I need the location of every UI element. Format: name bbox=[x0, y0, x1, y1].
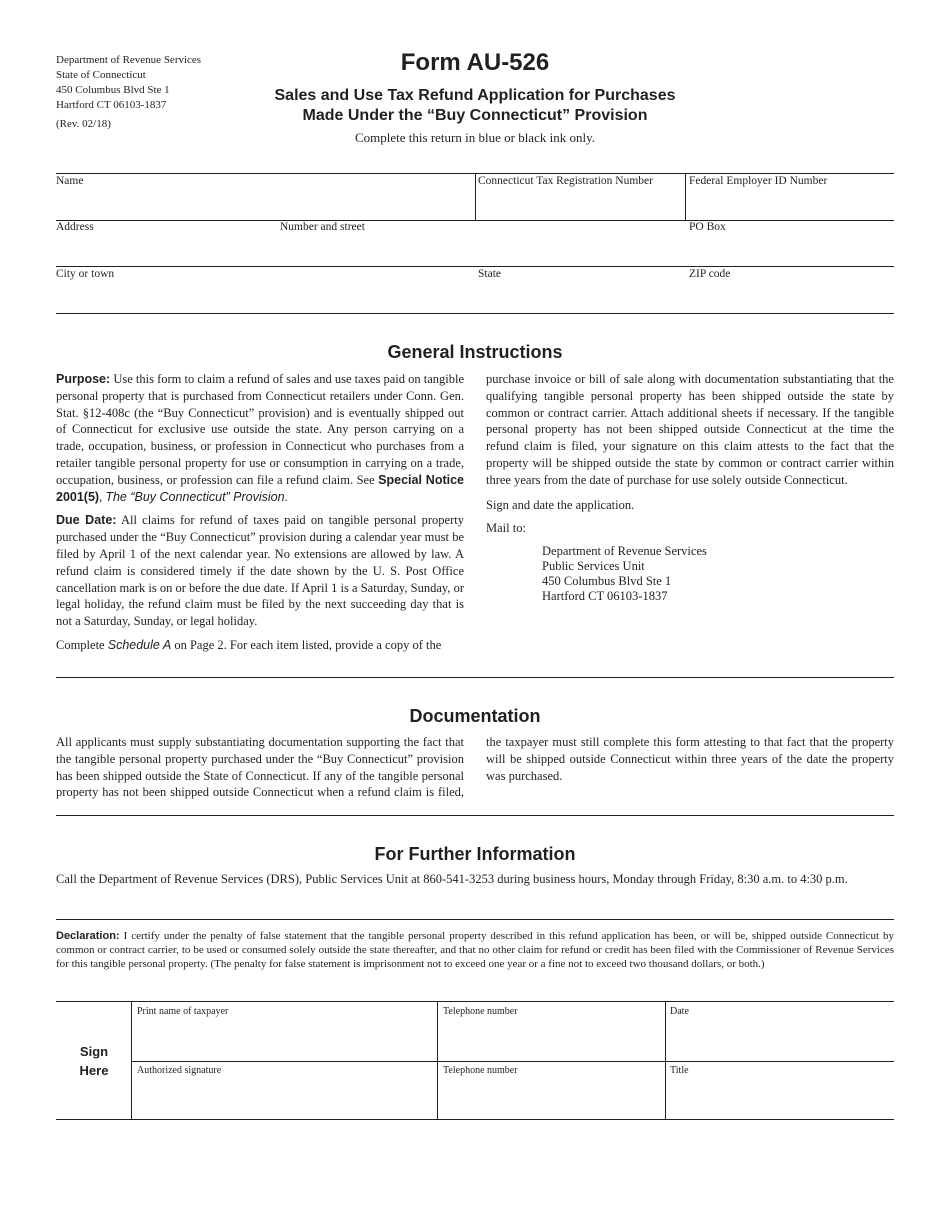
due-date-label: Due Date: bbox=[56, 513, 117, 528]
complete-schedule-continuation: purchase invoice or bill of sale along with documentation substantiating that the qualifying tangible personal property has been shipped outside the state by common or contract carrier. Attach additional sheets if necessary. If the tangible personal property has not been shipped outside Connecticut at the time the refund claim is filed, your signature on this claim attests to the fact that the property will be shipped outside the state by common or contract carrier within three years from the date of purchase for use solely outside Connecticut. bbox=[486, 372, 894, 487]
ct-tax-registration-field-label: Connecticut Tax Registration Number bbox=[478, 175, 653, 187]
sign-here-label bbox=[56, 1042, 132, 1080]
fein-field-label: Federal Employer ID Number bbox=[689, 175, 828, 187]
agency-line: Hartford CT 06103-1837 bbox=[56, 99, 167, 111]
mailing-address-line: Public Services Unit bbox=[542, 559, 645, 574]
telephone-label: Telephone number bbox=[443, 1006, 518, 1017]
ink-note: Complete this return in blue or black ink only. bbox=[355, 130, 595, 145]
documentation-text: All applicants must supply substantiating documentation supporting the fact that the tangible personal property purchased under the “Buy Connecticut” provision has been shipped outside the State of Connecticut. If any of the tangible personal property has not been shipped outside Connecticut when a refund claim is filed, the taxpayer must still complete this form attesting to that fact that the property will be shipped outside Connecticut within three years of the date the property was purchased. bbox=[56, 735, 894, 800]
purpose-label: Purpose: bbox=[56, 372, 111, 386]
title-label: Title bbox=[670, 1065, 689, 1076]
mailing-address-line: Department of Revenue Services bbox=[542, 544, 707, 559]
divider bbox=[56, 815, 894, 816]
complete-post-text: on Page 2. For each item listed, provide a copy of the bbox=[174, 637, 442, 652]
documentation-heading: Documentation bbox=[409, 706, 541, 726]
divider bbox=[56, 677, 894, 678]
divider bbox=[56, 919, 894, 920]
state-field-label: State bbox=[478, 268, 501, 280]
divider bbox=[665, 1001, 666, 1119]
special-notice-separator: , bbox=[99, 489, 103, 504]
name-field-label: Name bbox=[56, 175, 84, 187]
divider bbox=[131, 1061, 894, 1062]
number-street-label: Number and street bbox=[280, 221, 365, 233]
purpose-paragraph bbox=[56, 371, 464, 505]
complete-pre-text: Complete bbox=[56, 637, 105, 652]
city-field-label: City or town bbox=[56, 268, 115, 280]
subtitle-line: Made Under the “Buy Connecticut” Provision bbox=[302, 107, 648, 124]
declaration-text: I certify under the penalty of false statement that the tangible personal property described in this refund application has been, or will be, shipped outside Connecticut by common or contract carrier, to be used or consumed solely outside the state thereafter, and that no other claim for refund or credit has been filed with the Commissioner of Revenue Services for this tangible personal property. (The penalty for false statement is imprisonment not to exceed one year or a fine not to exceed two thousand dollars, or both.) bbox=[56, 930, 894, 970]
further-information-heading: For Further Information bbox=[374, 844, 576, 864]
form-title: Form AU-526 bbox=[400, 49, 550, 76]
address-field-label: Address bbox=[56, 221, 94, 233]
further-information-text: Call the Department of Revenue Services (DRS), Public Services Unit at 860-541-3253 during business hours, Monday through Friday, 8:30 a.m. to 4:30 p.m. bbox=[56, 872, 848, 886]
divider bbox=[685, 173, 686, 220]
mail-to-label: Mail to: bbox=[486, 521, 526, 536]
divider bbox=[56, 266, 894, 267]
divider bbox=[56, 313, 894, 314]
agency-line: Department of Revenue Services bbox=[56, 54, 202, 66]
agency-line: State of Connecticut bbox=[56, 69, 146, 81]
declaration-label: Declaration: bbox=[56, 930, 120, 942]
revision-date: (Rev. 02/18) bbox=[56, 118, 111, 130]
subtitle-line: Sales and Use Tax Refund Application for Purchases bbox=[274, 87, 676, 104]
divider bbox=[437, 1001, 438, 1119]
instructions-column-left bbox=[56, 371, 464, 661]
po-box-label: PO Box bbox=[689, 221, 726, 233]
print-name-label: Print name of taxpayer bbox=[137, 1006, 229, 1017]
due-date-text: All claims for refund of taxes paid on tangible personal property purchased under the “Buy Connecticut” provision during a calendar year must be filed by April 1 of the next calendar year. No extensions are allowed by law. A refund claim is considered timely if the date shown by the U. S. Post Office cancellation mark is on or before the due date. If April 1 is a Saturday, Sunday, or legal holiday, the refund claim must be filed by the next succeeding day that is not a Saturday, Sunday, or legal holiday. bbox=[56, 513, 464, 629]
general-instructions-heading: General Instructions bbox=[387, 342, 563, 362]
divider bbox=[56, 1001, 894, 1002]
date-label: Date bbox=[670, 1006, 689, 1017]
divider bbox=[56, 220, 894, 221]
sign-and-date-instruction: Sign and date the application. bbox=[486, 497, 635, 512]
authorized-signature-label: Authorized signature bbox=[137, 1065, 222, 1076]
form-subtitle bbox=[0, 86, 950, 126]
telephone-label: Telephone number bbox=[443, 1065, 518, 1076]
complete-schedule-paragraph bbox=[56, 637, 464, 654]
purpose-text: Use this form to claim a refund of sales and use taxes paid on tangible personal property that is purchased from Connecticut retailers under Conn. Gen. Stat. §12-408c (the “Buy Connecticut” provision) and is eventually shipped out of Connecticut for exclusive use outside the state. Any person carrying on a trade, occupation, business, or profession in Connecticut who purchases from a retailer tangible personal property for use or consumption in carrying on a trade, occupation, business, or profession can file a refund claim. See bbox=[56, 372, 464, 487]
special-notice-link: Special Notice 2001(5) bbox=[56, 472, 465, 504]
divider bbox=[56, 1119, 894, 1120]
special-notice-end: . bbox=[284, 489, 288, 504]
special-notice-title: The “Buy Connecticut” Provision bbox=[105, 489, 285, 504]
zip-field-label: ZIP code bbox=[689, 268, 731, 280]
divider bbox=[475, 173, 476, 220]
sign-word: Sign bbox=[79, 1044, 109, 1059]
agency-line: 450 Columbus Blvd Ste 1 bbox=[56, 84, 170, 96]
mailing-address-line: Hartford CT 06103-1837 bbox=[542, 589, 668, 604]
declaration-paragraph bbox=[56, 929, 894, 971]
mailing-address bbox=[542, 544, 894, 604]
instructions-right-text bbox=[486, 371, 894, 604]
due-date-paragraph bbox=[56, 512, 464, 630]
schedule-a-reference: Schedule A bbox=[107, 637, 172, 652]
here-word: Here bbox=[79, 1063, 109, 1078]
mailing-address-line: 450 Columbus Blvd Ste 1 bbox=[542, 574, 672, 589]
